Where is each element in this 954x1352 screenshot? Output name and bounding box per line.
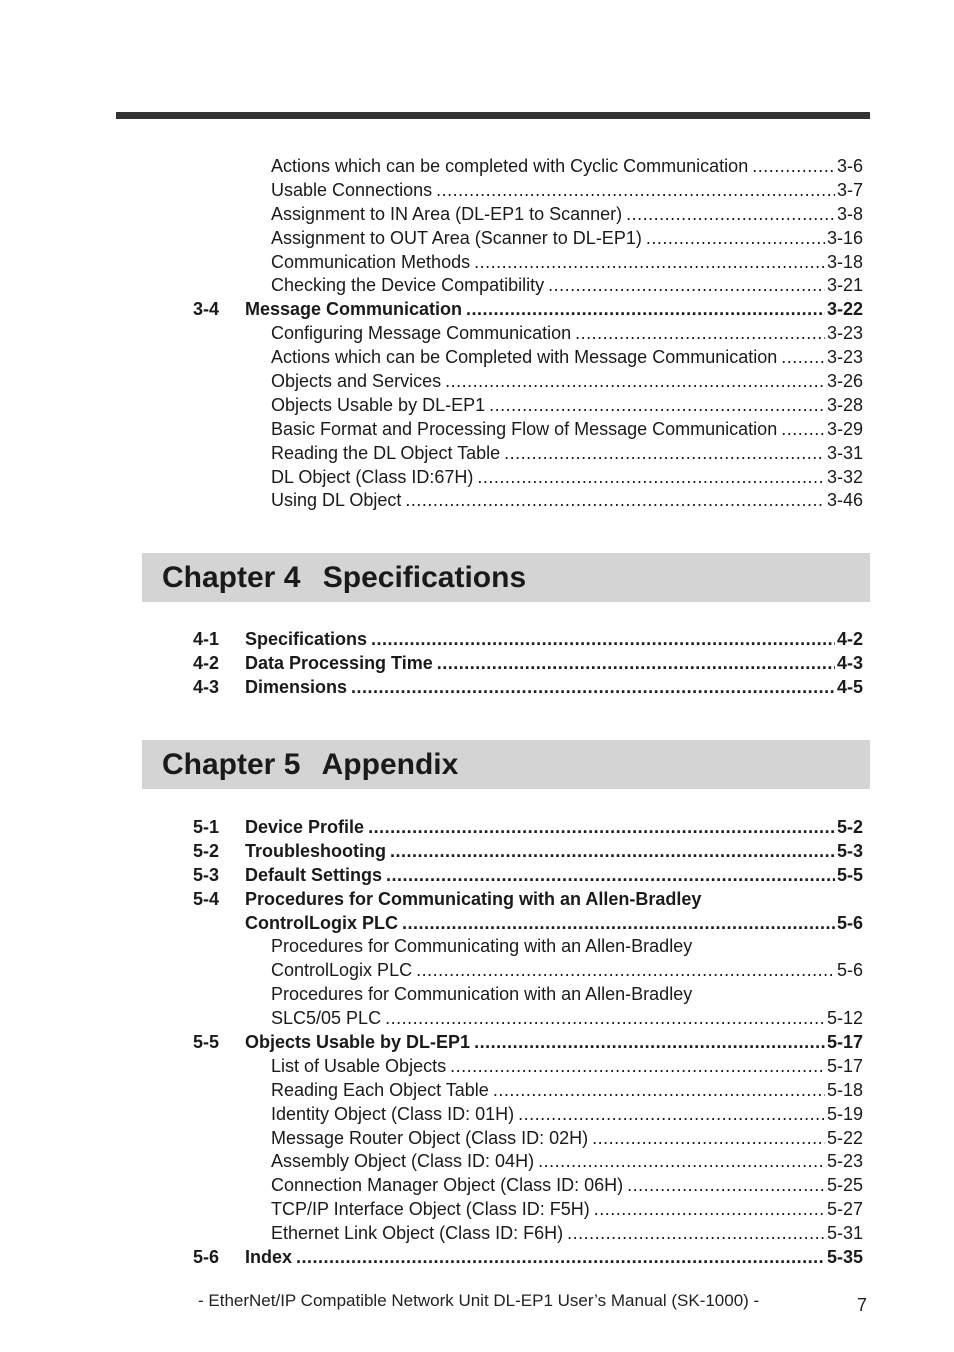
toc-entry-title: Data Processing Time <box>245 652 433 673</box>
dot-leader <box>385 1007 825 1031</box>
dot-leader <box>296 1246 825 1270</box>
toc-entry-page: 5-5 <box>836 864 863 885</box>
toc-entry-page: 3-32 <box>826 466 863 487</box>
dot-leader <box>626 203 835 227</box>
toc-entry-number: 4-2 <box>193 652 220 673</box>
toc-entry-page: 3-6 <box>836 156 863 176</box>
toc-entry[interactable] <box>193 935 863 959</box>
toc-entry-number: 5-2 <box>193 840 220 861</box>
toc-entry-page: 5-6 <box>836 960 863 981</box>
top-rule <box>116 112 870 119</box>
dot-leader <box>450 1055 825 1079</box>
chapter-title: Appendix <box>321 748 459 781</box>
toc-entry-title: List of Usable Objects <box>271 1055 447 1076</box>
toc-entry-page: 3-28 <box>826 394 863 415</box>
toc-entry[interactable] <box>193 442 863 466</box>
toc-section-chapter-4 <box>193 628 863 700</box>
dot-leader <box>371 628 835 652</box>
toc-entry-title: Actions which can be completed with Cyclic Communication <box>271 156 749 176</box>
toc-entry-title: Index <box>245 1247 293 1268</box>
dot-leader <box>437 652 835 676</box>
dot-leader <box>567 1222 825 1246</box>
toc-entry-title: Device Profile <box>245 817 365 837</box>
toc-entry[interactable] <box>193 346 863 370</box>
dot-leader <box>445 370 825 394</box>
toc-entry[interactable] <box>193 959 863 983</box>
dot-leader <box>466 298 825 322</box>
toc-entry[interactable] <box>193 912 863 936</box>
toc-entry-title: Assembly Object (Class ID: 04H) <box>271 1151 535 1172</box>
toc-entry[interactable] <box>193 840 863 864</box>
toc-entry-title: Default Settings <box>245 864 383 885</box>
toc-entry[interactable] <box>193 1246 863 1270</box>
dot-leader <box>518 1103 825 1127</box>
toc-entry-title: Troubleshooting <box>245 840 386 861</box>
toc-entry-title: SLC5/05 PLC <box>271 1008 382 1029</box>
toc-entry-page: 4-2 <box>836 629 863 649</box>
chapter-number: 5 <box>283 748 301 781</box>
toc-entry[interactable] <box>193 1055 863 1079</box>
toc-entry-number: 4-1 <box>193 629 220 649</box>
dot-leader <box>594 1198 825 1222</box>
toc-entry-title: Reading the DL Object Table <box>271 442 501 463</box>
toc-entry-page: 5-17 <box>826 1055 863 1076</box>
toc-entry[interactable] <box>193 1174 863 1198</box>
dot-leader <box>592 1127 825 1151</box>
toc-entry-page: 4-3 <box>836 652 863 673</box>
toc-entry-page: 3-23 <box>826 323 863 344</box>
toc-entry-page: 3-22 <box>826 299 863 320</box>
toc-entry-page: 5-12 <box>826 1008 863 1029</box>
toc-entry[interactable] <box>193 676 863 700</box>
toc-entry-title: Checking the Device Compatibility <box>271 275 545 296</box>
dot-leader <box>386 864 835 888</box>
toc-entry-page: 3-7 <box>836 179 863 200</box>
toc-entry-title: Objects and Services <box>271 371 442 392</box>
toc-entry-page: 5-6 <box>836 912 863 933</box>
chapter-number: 4 <box>283 561 301 594</box>
toc-entry-number: 4-3 <box>193 676 220 697</box>
toc-entry-title: TCP/IP Interface Object (Class ID: F5H) <box>271 1199 590 1220</box>
toc-section-chapter-3 <box>193 155 863 513</box>
toc-entry[interactable] <box>193 370 863 394</box>
toc-entry[interactable] <box>193 1031 863 1055</box>
toc-entry[interactable] <box>193 1198 863 1222</box>
toc-entry-page: 5-35 <box>826 1247 863 1268</box>
toc-entry-title: Specifications <box>245 629 368 649</box>
toc-entry-page: 5-18 <box>826 1079 863 1100</box>
toc-entry-page: 5-25 <box>826 1175 863 1196</box>
toc-entry-title: Message Communication <box>245 299 463 320</box>
toc-entry-page: 4-5 <box>836 676 863 697</box>
toc-entry-title: Procedures for Communication with an Allen-Bradley <box>271 984 693 1005</box>
toc-entry[interactable] <box>193 1222 863 1246</box>
toc-entry-page: 5-17 <box>826 1032 863 1053</box>
toc-entry-title: Assignment to OUT Area (Scanner to DL-EP1) <box>271 227 642 248</box>
toc-entry-page: 3-18 <box>826 251 863 272</box>
dot-leader <box>474 251 825 275</box>
toc-entry-title: Connection Manager Object (Class ID: 06H) <box>271 1175 624 1196</box>
toc-section-chapter-5 <box>193 816 863 1270</box>
toc-entry[interactable] <box>193 179 863 203</box>
chapter-title: Specifications <box>322 561 527 594</box>
toc-entry-title: Actions which can be Completed with Message Communication <box>271 347 778 368</box>
toc-entry[interactable] <box>193 203 863 227</box>
dot-leader <box>351 676 835 700</box>
toc-entry[interactable] <box>193 864 863 888</box>
dot-leader <box>781 418 825 442</box>
toc-entry-title: Basic Format and Processing Flow of Message Communication <box>271 418 778 439</box>
toc-entry[interactable] <box>193 298 863 322</box>
chapter-4-heading <box>142 553 870 602</box>
toc-entry-page: 3-26 <box>826 371 863 392</box>
dot-leader <box>538 1150 825 1174</box>
chapter-label: Chapter <box>162 561 276 594</box>
toc-entry[interactable] <box>193 155 863 179</box>
dot-leader <box>390 840 835 864</box>
toc-entry-number: 5-4 <box>193 888 220 909</box>
dot-leader <box>368 816 835 840</box>
dot-leader <box>489 394 825 418</box>
toc-entry-title: Using DL Object <box>271 490 402 511</box>
toc-entry[interactable] <box>193 888 863 912</box>
toc-entry[interactable] <box>193 227 863 251</box>
toc-entry[interactable] <box>193 394 863 418</box>
toc-entry[interactable] <box>193 1007 863 1031</box>
toc-entry-page: 5-19 <box>826 1103 863 1124</box>
toc-entry[interactable] <box>193 418 863 442</box>
toc-entry-title: Dimensions <box>245 676 348 697</box>
toc-entry-page: 3-31 <box>826 442 863 463</box>
toc-entry[interactable] <box>193 1079 863 1103</box>
toc-entry-page: 3-46 <box>826 490 863 511</box>
dot-leader <box>493 1079 825 1103</box>
toc-entry-title: Usable Connections <box>271 179 433 200</box>
toc-entry-title: Objects Usable by DL-EP1 <box>245 1032 471 1053</box>
dot-leader <box>575 322 825 346</box>
toc-entry-title: Assignment to IN Area (DL-EP1 to Scanner) <box>271 203 623 224</box>
toc-entry-title: Objects Usable by DL-EP1 <box>271 394 486 415</box>
dot-leader <box>752 155 835 179</box>
toc-entry-title: DL Object (Class ID:67H) <box>271 466 474 487</box>
footer-manual-title: - EtherNet/IP Compatible Network Unit DL-EP1 User’s Manual (SK-1000) - <box>198 1291 760 1310</box>
toc-entry-number: 5-3 <box>193 864 220 885</box>
toc-entry-title: Procedures for Communicating with an Allen-Bradley <box>245 888 702 909</box>
dot-leader <box>627 1174 825 1198</box>
toc-entry-title: Ethernet Link Object (Class ID: F6H) <box>271 1223 564 1244</box>
toc-entry[interactable] <box>193 251 863 275</box>
toc-entry-title: ControlLogix PLC <box>245 912 398 933</box>
toc-entry-page: 5-3 <box>836 840 863 861</box>
dot-leader <box>646 227 825 251</box>
chapter-label: Chapter <box>162 748 276 781</box>
chapter-5-heading <box>142 740 870 789</box>
toc-entry-title: Reading Each Object Table <box>271 1079 489 1100</box>
toc-entry[interactable] <box>193 489 863 513</box>
toc-entry-title: Procedures for Communicating with an Allen-Bradley <box>271 936 693 957</box>
toc-entry-number: 5-6 <box>193 1247 220 1268</box>
toc-entry-page: 5-31 <box>826 1223 863 1244</box>
dot-leader <box>474 1031 825 1055</box>
dot-leader <box>402 912 835 936</box>
toc-entry-number: 5-1 <box>193 817 220 837</box>
toc-entry-page: 3-8 <box>836 203 863 224</box>
toc-entry[interactable] <box>193 1127 863 1151</box>
dot-leader <box>781 346 825 370</box>
toc-entry-page: 5-23 <box>826 1151 863 1172</box>
toc-entry[interactable] <box>193 466 863 490</box>
toc-entry[interactable] <box>193 322 863 346</box>
toc-entry-title: ControlLogix PLC <box>271 960 413 981</box>
toc-entry-page: 5-2 <box>836 817 863 837</box>
dot-leader <box>416 959 835 983</box>
toc-entry-number: 3-4 <box>193 299 220 320</box>
page-number: 7 <box>857 1295 868 1315</box>
toc-entry[interactable] <box>193 983 863 1007</box>
dot-leader <box>436 179 835 203</box>
toc-entry-page: 3-23 <box>826 347 863 368</box>
toc-entry[interactable] <box>193 274 863 298</box>
toc-entry-page: 5-22 <box>826 1127 863 1148</box>
dot-leader <box>405 489 825 513</box>
dot-leader <box>504 442 825 466</box>
toc-entry[interactable] <box>193 652 863 676</box>
toc-entry[interactable] <box>193 816 863 840</box>
dot-leader <box>477 466 825 490</box>
toc-entry-number: 5-5 <box>193 1032 220 1053</box>
toc-entry[interactable] <box>193 628 863 652</box>
toc-entry-title: Message Router Object (Class ID: 02H) <box>271 1127 589 1148</box>
dot-leader <box>548 274 825 298</box>
toc-entry[interactable] <box>193 1150 863 1174</box>
toc-entry-page: 3-29 <box>826 418 863 439</box>
toc-entry-title: Communication Methods <box>271 251 471 272</box>
toc-entry-page: 3-21 <box>826 275 863 296</box>
toc-entry-title: Configuring Message Communication <box>271 323 572 344</box>
toc-entry-page: 5-27 <box>826 1199 863 1220</box>
toc-entry-title: Identity Object (Class ID: 01H) <box>271 1103 515 1124</box>
toc-entry[interactable] <box>193 1103 863 1127</box>
toc-entry-page: 3-16 <box>826 227 863 248</box>
